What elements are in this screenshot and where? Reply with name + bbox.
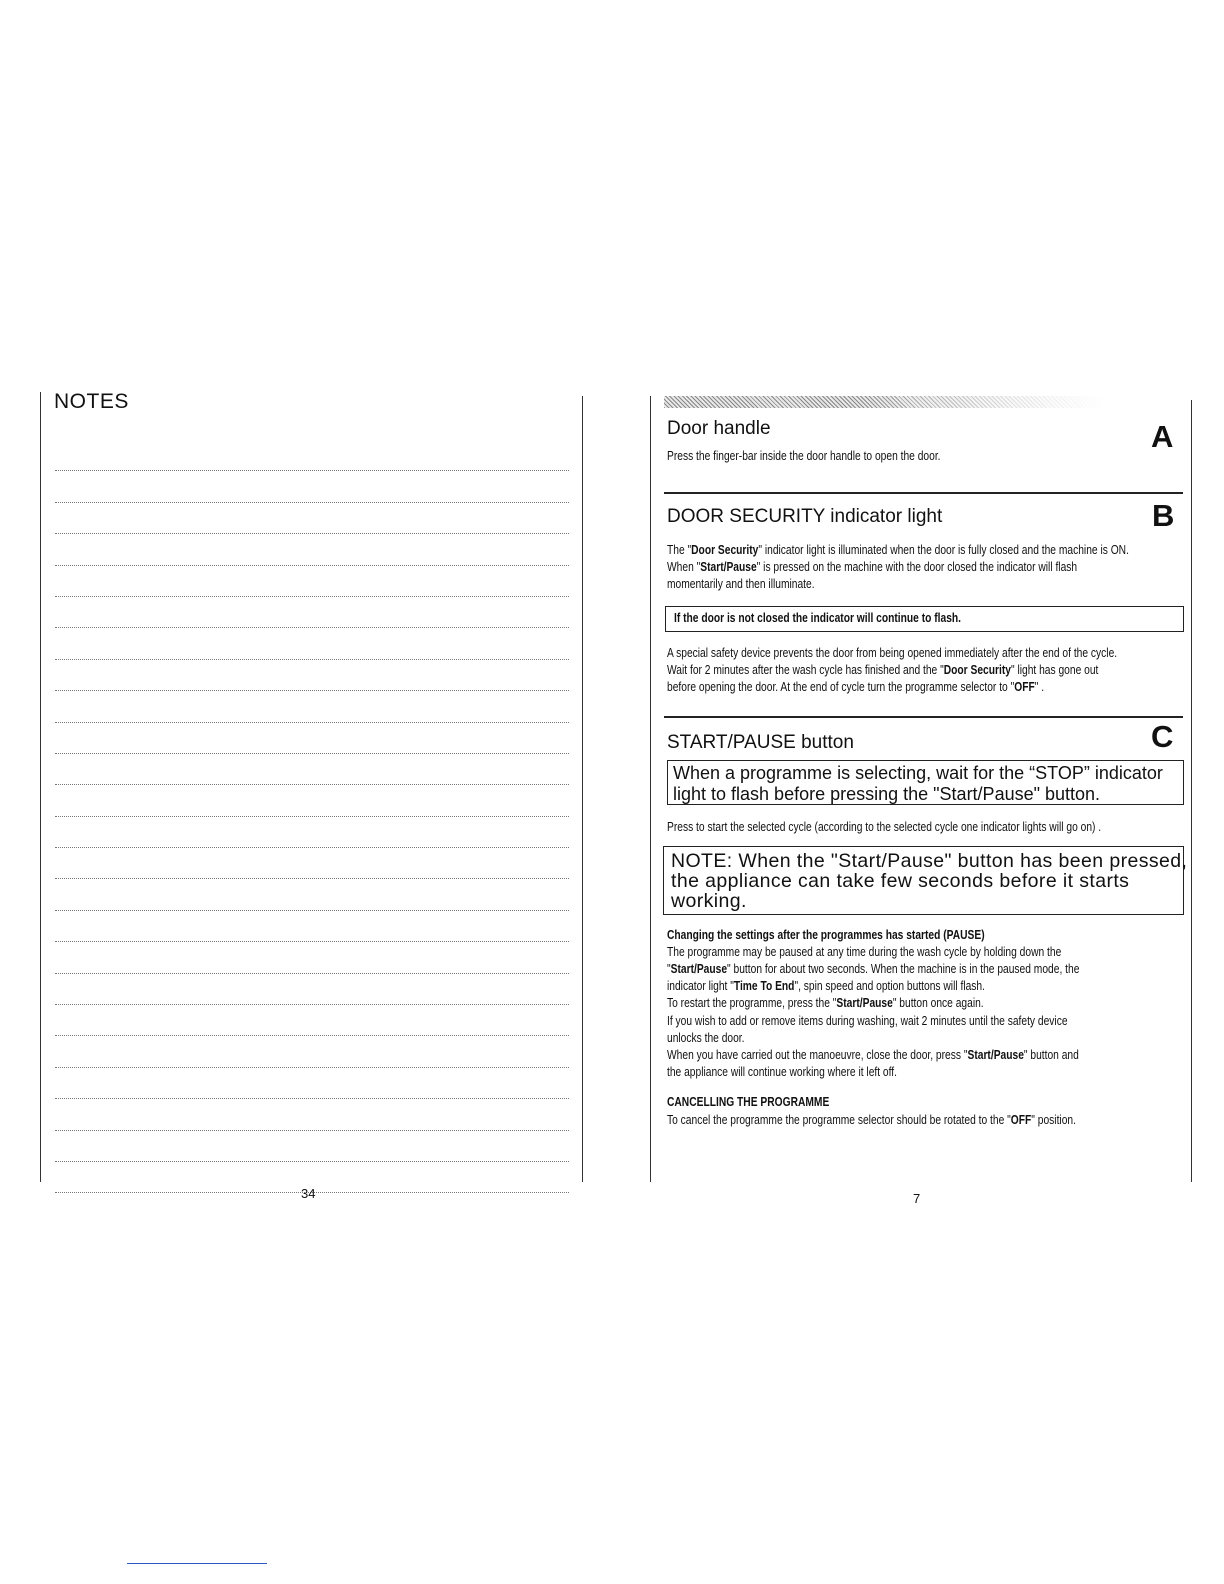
door-warning-box: [665, 606, 1184, 632]
note-line: [55, 471, 569, 502]
pause-line-3: indicator light "Time To End", spin speed and option buttons will flash.: [667, 979, 985, 993]
note-line: [55, 1099, 569, 1130]
note-line: [55, 1131, 569, 1162]
door-warning-text: If the door is not closed the indicator will continue to flash.: [674, 611, 962, 625]
start-delay-line-1: NOTE: When the "Start/Pause" button has been pressed,: [671, 850, 1188, 872]
section-letter-a: A: [1151, 419, 1174, 454]
note-line: [55, 785, 569, 816]
stop-indicator-line-2: light to flash before pressing the "Start/Pause" button.: [673, 784, 1101, 804]
note-line: [55, 597, 569, 628]
start-delay-note-box: [663, 846, 1188, 915]
door-handle-title: Door handle: [667, 418, 771, 439]
press-to-start-text: Press to start the selected cycle (according to the selected cycle one indicator lights will go on) .: [667, 820, 1102, 834]
note-line: [55, 817, 569, 848]
note-line: [55, 534, 569, 565]
note-line: [55, 1036, 569, 1067]
door-security-title: DOOR SECURITY indicator light: [667, 506, 943, 527]
right-margin-rule: [1191, 400, 1192, 1182]
safety-line-1: A special safety device prevents the door from being opened immediately after the end of the cycle.: [667, 646, 1118, 660]
door-security-line-2: When "Start/Pause" is pressed on the machine with the door closed the indicator will flash: [667, 560, 1078, 574]
start-delay-line-3: working.: [671, 890, 747, 912]
note-line: [55, 879, 569, 910]
header-hatch-bar: [664, 396, 1104, 408]
pause-line-5: If you wish to add or remove items during washing, wait 2 minutes until the safety device: [667, 1014, 1068, 1028]
section-letter-b: B: [1152, 498, 1175, 533]
notes-lines: [55, 440, 569, 1193]
bottom-underline-mark: [127, 1563, 267, 1564]
safety-line-3: before opening the door. At the end of cycle turn the programme selector to "OFF" .: [667, 680, 1045, 694]
start-delay-line-2: the appliance can take few seconds before it starts: [671, 870, 1130, 892]
cancel-heading: CANCELLING THE PROGRAMME: [667, 1095, 830, 1109]
left-page-right-rule: [582, 396, 583, 1182]
note-line: [55, 566, 569, 597]
note-line: [55, 942, 569, 973]
page-number-left: 34: [301, 1186, 316, 1201]
note-line: [55, 723, 569, 754]
start-pause-title: START/PAUSE button: [667, 732, 854, 753]
left-margin-rule: [40, 392, 41, 1182]
door-security-line-1: The "Door Security" indicator light is illuminated when the door is fully closed and the machine is ON.: [667, 543, 1129, 557]
door-handle-text: Press the finger-bar inside the door handle to open the door.: [667, 449, 941, 463]
note-line: [55, 1068, 569, 1099]
pause-line-2: "Start/Pause" button for about two seconds. When the machine is in the paused mode, the: [667, 962, 1080, 976]
note-line: [55, 974, 569, 1005]
right-page-left-rule: [650, 396, 651, 1182]
note-line: [55, 440, 569, 471]
note-line: [55, 660, 569, 691]
pause-line-6: unlocks the door.: [667, 1031, 745, 1045]
pause-line-4: To restart the programme, press the "Start/Pause" button once again.: [667, 996, 984, 1010]
pause-heading: Changing the settings after the programmes has started (PAUSE): [667, 928, 985, 942]
note-line: [55, 503, 569, 534]
stop-indicator-line-1: When a programme is selecting, wait for the “STOP” indicator: [673, 763, 1163, 783]
note-line: [55, 911, 569, 942]
pause-line-8: the appliance will continue working where it left off.: [667, 1065, 897, 1079]
note-line: [55, 628, 569, 659]
safety-line-2: Wait for 2 minutes after the wash cycle has finished and the "Door Security" light has gone out: [667, 663, 1099, 677]
section-separator-b: [664, 716, 1183, 718]
note-line: [55, 1005, 569, 1036]
note-line: [55, 848, 569, 879]
cancel-text: To cancel the programme the programme selector should be rotated to the "OFF" position.: [667, 1113, 1076, 1127]
section-separator-a: [664, 492, 1183, 494]
section-letter-c: C: [1151, 719, 1174, 754]
page-number-right: 7: [913, 1191, 921, 1206]
stop-indicator-box: [667, 760, 1184, 805]
note-line: [55, 691, 569, 722]
notes-heading: NOTES: [54, 390, 129, 413]
pause-line-1: The programme may be paused at any time during the wash cycle by holding down the: [667, 945, 1062, 959]
pause-line-7: When you have carried out the manoeuvre, close the door, press "Start/Pause" button and: [667, 1048, 1079, 1062]
door-security-line-3: momentarily and then illuminate.: [667, 577, 815, 591]
note-line: [55, 754, 569, 785]
